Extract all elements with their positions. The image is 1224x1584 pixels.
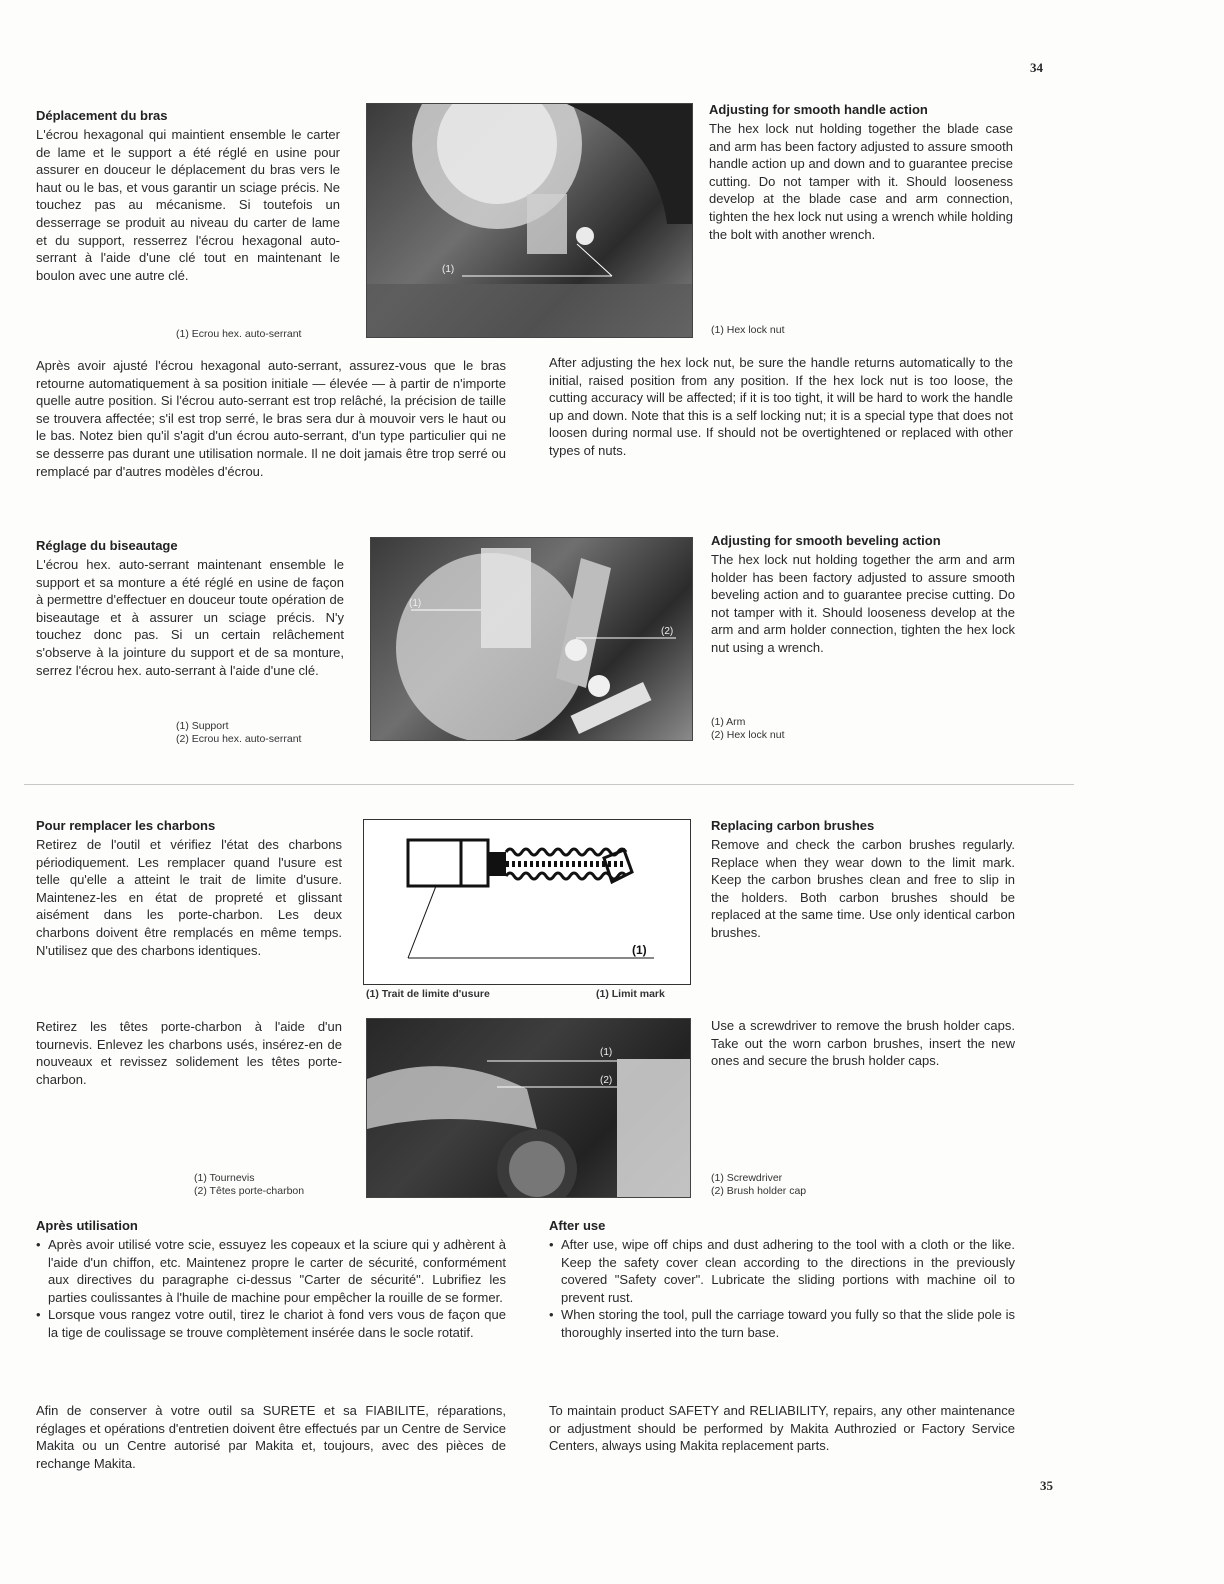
photo-brush-label-1: (1) <box>600 1047 613 1058</box>
fr-after-use-heading: Après utilisation <box>36 1218 138 1233</box>
en-handle-action-heading: Adjusting for smooth handle action <box>709 102 928 117</box>
en-bevel-captions <box>711 716 785 742</box>
photo-bevel-hex-nut-art <box>371 538 692 740</box>
en-bevel-caption-2: (2) Hex lock nut <box>711 729 785 741</box>
fr-arm-movement-heading: Déplacement du bras <box>36 108 168 123</box>
photo-handle-hex-nut-art <box>367 104 692 337</box>
fr-bevel-captions <box>176 720 301 746</box>
en-handle-action-section <box>709 102 1013 243</box>
en-bevel-body: The hex lock nut holding together the arm and arm holder has been factory adjusted to assure smooth beveling action and to guarantee precise cutting. Do not tamper with it. Should looseness develop at the arm and arm holder connection, tighten the hex lock nut using a wrench. <box>711 552 1015 655</box>
photo-handle-hex-nut <box>366 103 693 338</box>
fr-brush-cap-caption-1: (1) Tournevis <box>194 1172 255 1184</box>
en-hex-nut-paragraph: After adjusting the hex lock nut, be sure the handle returns automatically to the initial, raised position from any position. If the hex lock nut is too loose, the cutting accuracy will be affected; if it is too tight, it will be hard to work the handle up and down. Note that this is a self locking nut; it is a special type that does not loosen during normal use. If should not be overtightened or replaced with other types of nuts. <box>549 355 1013 458</box>
carbon-caption-en: (1) Limit mark <box>596 988 665 1000</box>
page-divider <box>24 784 1074 785</box>
en-handle-action-body: The hex lock nut holding together the blade case and arm has been factory adjusted to assure smooth handle action up and down and to guarantee precise cutting. Do not tamper with it. Should looseness develop at the blade case and arm connection, tighten the hex lock nut using a wrench while holding the bolt with another wrench. <box>709 121 1013 242</box>
en-carbon-body: Remove and check the carbon brushes regularly. Replace when they wear down to the limit mark. Keep the carbon brushes clean and free to slip in the holders. Both carbon brushes should be replaced at the same time. Use only identical carbon brushes. <box>711 837 1015 940</box>
fr-arm-movement-section <box>36 108 340 284</box>
en-brush-cap-captions <box>711 1172 806 1198</box>
fr-after-use-section <box>36 1218 506 1342</box>
fr-carbon-body: Retirez de l'outil et vérifiez l'état des charbons périodiquement. Les remplacer quand l'usure est telle qu'elle a atteint le trait de limite d'usure. Maintenez-les en état de propreté et glissant aisément dans les porte-charbon. Les deux charbons doivent être remplacés en même temps. N'utilisez que des charbons identiques. <box>36 837 342 958</box>
fr-brush-cap-captions <box>194 1172 304 1198</box>
fr-after-use-item: • Lorsque vous rangez votre outil, tirez le chariot à fond vers vous de façon que la tige de coulissage se trouve complètement insérée dans le socle rotatif. <box>36 1306 506 1341</box>
photo-bevel-label-2: (2) <box>661 626 674 637</box>
en-bevel-heading: Adjusting for smooth beveling action <box>711 533 941 548</box>
fr-after-use-item: • Après avoir utilisé votre scie, essuyez les copeaux et la sciure qui y adhèrent à l'aide d'un chiffon, etc. Maintenez propre le carter de sécurité, conformément aux directives du paragraphe ci-dessus "Carter de sécurité". Lubrifiez les parties coulissantes à l'huile de machine pour empêcher la rouille de se former. <box>36 1236 506 1306</box>
en-handle-action-caption: (1) Hex lock nut <box>711 324 785 336</box>
fr-bevel-caption-1: (1) Support <box>176 720 229 732</box>
en-carbon-heading: Replacing carbon brushes <box>711 818 875 833</box>
fr-arm-movement-body: L'écrou hexagonal qui maintient ensemble le carter de lame et le support a été réglé en usine pour assurer en douceur le déplacement du bras vers le haut ou le bas, et vous garantir un sciage précis. Ne touchez pas au mécanisme. Si toutefois un desserrage se produit au niveau du carter de lame et du support, resserrez l'écrou hexagonal auto-serrant à l'aide d'une clé tout en maintenant le boulon avec une autre clé. <box>36 127 340 283</box>
en-safety-paragraph: To maintain product SAFETY and RELIABILITY, repairs, any other maintenance or adjustment should be performed by Makita Authrozied or Factory Service Centers, always using Makita replacement parts. <box>549 1403 1015 1454</box>
en-after-use-section <box>549 1218 1015 1342</box>
en-after-use-list <box>549 1236 1015 1342</box>
photo-handle-label: (1) <box>442 264 455 275</box>
photo-bevel-label-1: (1) <box>409 598 422 609</box>
fr-safety-paragraph: Afin de conserver à votre outil sa SURETE et sa FIABILITE, réparations, réglages et opérations d'entretien doivent être effectués par un Centre de Service Makita ou un Centre autorisé par Makita et, toujours, avec des pièces de rechange Makita. <box>36 1403 506 1471</box>
fr-after-use-list <box>36 1236 506 1342</box>
photo-brush-holder <box>366 1018 691 1198</box>
en-brush-cap-paragraph: Use a screwdriver to remove the brush holder caps. Take out the worn carbon brushes, insert the new ones and secure the brush holder caps. <box>711 1018 1015 1069</box>
carbon-diagram-label: (1) <box>632 943 647 957</box>
page-number-top: 34 <box>1030 60 1043 75</box>
fr-hex-nut-paragraph: Après avoir ajusté l'écrou hexagonal auto-serrant, assurez-vous que le bras retourne automatiquement à sa position initiale — élevée — à partir de n'importe quelle autre position. Si l'écrou auto-serrant est trop relâché, la précision de taille se trouvera affectée; s'il est trop serré, le bras sera dur à mouvoir vers le haut ou le bas. Notez bien qu'il s'agit d'un écrou auto-serrant, d'un type particulier qui ne se desserre pas durant une utilisation normale. Il ne doit jamais être trop serré ou remplacé par d'autres modèles d'écrou. <box>36 358 506 479</box>
en-after-use-item: • After use, wipe off chips and dust adhering to the tool with a cloth or the like. Keep the safety cover clean according to the directions in the previously covered "Safety cover". Lubricate the sliding portions with machine oil to prevent rust. <box>549 1236 1015 1306</box>
fr-arm-movement-caption: (1) Ecrou hex. auto-serrant <box>176 328 302 340</box>
fr-carbon-section <box>36 818 342 959</box>
photo-bevel-hex-nut <box>370 537 693 741</box>
page-number-bottom: 35 <box>1040 1478 1053 1493</box>
en-bevel-section <box>711 533 1015 657</box>
en-after-use-item: • When storing the tool, pull the carriage toward you fully so that the slide pole is thoroughly inserted into the turn base. <box>549 1306 1015 1341</box>
fr-brush-cap-paragraph: Retirez les têtes porte-charbon à l'aide d'un tournevis. Enlevez les charbons usés, insérez-en de nouveaux et revissez solidement les têtes porte-charbon. <box>36 1019 342 1087</box>
en-brush-cap-caption-1: (1) Screwdriver <box>711 1172 783 1184</box>
carbon-brush-diagram-art <box>364 820 690 984</box>
photo-brush-holder-art <box>367 1019 690 1197</box>
carbon-brush-diagram <box>363 819 691 985</box>
fr-bevel-body: L'écrou hex. auto-serrant maintenant ensemble le support et sa monture a été réglé en usine de façon à permettre d'effectuer en douceur toute opération de biseautage et à assurer un sciage précis. N'y touchez donc pas. Si un certain relâchement s'observe à la jointure du support et de sa monture, serrez l'écrou hex. auto-serrant à l'aide d'une clé. <box>36 557 344 678</box>
en-carbon-section <box>711 818 1015 942</box>
fr-bevel-heading: Réglage du biseautage <box>36 538 178 553</box>
carbon-caption-fr: (1) Trait de limite d'usure <box>366 988 490 1000</box>
fr-carbon-heading: Pour remplacer les charbons <box>36 818 216 833</box>
en-after-use-heading: After use <box>549 1218 606 1233</box>
en-brush-cap-caption-2: (2) Brush holder cap <box>711 1185 807 1197</box>
fr-brush-cap-caption-2: (2) Têtes porte-charbon <box>194 1185 305 1197</box>
photo-brush-label-2: (2) <box>600 1075 613 1086</box>
en-bevel-caption-1: (1) Arm <box>711 716 746 728</box>
fr-bevel-section <box>36 538 344 679</box>
fr-bevel-caption-2: (2) Ecrou hex. auto-serrant <box>176 733 302 745</box>
